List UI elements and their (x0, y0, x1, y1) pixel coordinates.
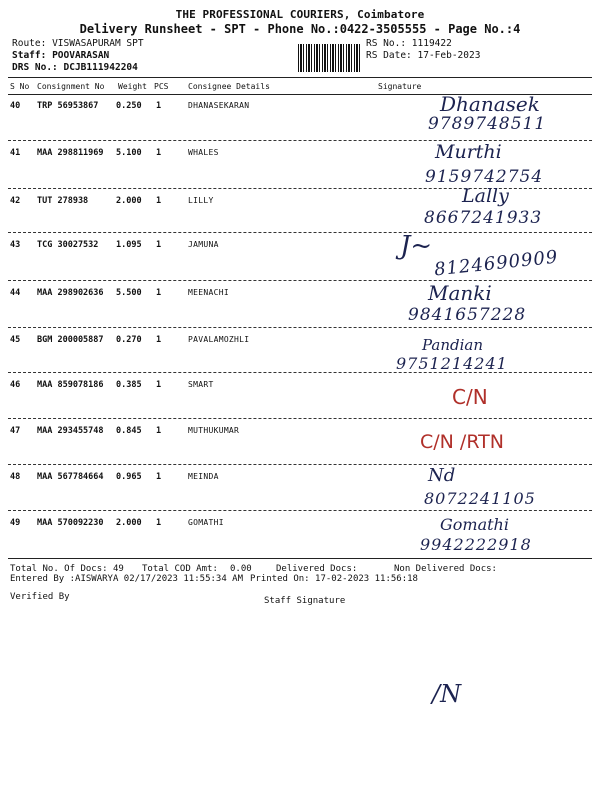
row-weight: 0.845 (116, 426, 142, 436)
total-docs: Total No. Of Docs: 49 (10, 564, 124, 574)
signature-name: J~ (400, 231, 433, 261)
row-weight: 5.100 (116, 148, 142, 158)
total-cod-label: Total COD Amt: (142, 564, 218, 574)
signature-phone: 9751214241 (396, 354, 508, 373)
table-row (0, 185, 600, 236)
row-consignment: MAA 570092230 (37, 518, 104, 528)
row-consignment: TRP 56953867 (37, 101, 99, 111)
row-sno: 41 (10, 148, 21, 158)
row-sno: 45 (10, 335, 21, 345)
rs-date-value: 17-Feb-2023 (417, 50, 481, 61)
row-sno: 40 (10, 101, 21, 111)
row-consignment: MAA 293455748 (37, 426, 104, 436)
verified-by: Verified By (10, 592, 70, 602)
row-consignment: MAA 567784664 (37, 472, 104, 482)
col-consignee: Consignee Details (188, 82, 270, 91)
route-value: VISWASAPURAM SPT (52, 38, 144, 49)
route-line (12, 38, 144, 49)
signature-name: Dhanasek (440, 92, 540, 116)
rs-date-label: RS Date: (366, 50, 412, 61)
table-row (0, 233, 600, 280)
row-weight: 1.095 (116, 240, 142, 250)
row-consignment: MAA 298811969 (37, 148, 104, 158)
col-weight: Weight (118, 82, 147, 91)
row-weight: 0.965 (116, 472, 142, 482)
row-consignment: BGM 200005887 (37, 335, 104, 345)
runsheet-title: Delivery Runsheet - SPT - Phone No.:0422-3505555 - Page No.:4 (79, 22, 521, 36)
signature-name: Lally (462, 185, 509, 207)
row-pcs: 1 (156, 380, 162, 390)
table-row (0, 281, 600, 328)
signature-name: C/N /RTN (420, 431, 504, 453)
row-consignee: SMART (188, 380, 214, 389)
row-consignee: GOMATHI (188, 518, 224, 527)
entered-by: Entered By :AISWARYA 02/17/2023 11:55:34 AM (10, 574, 243, 584)
row-sno: 43 (10, 240, 21, 250)
staff-value: POOVARASAN (52, 50, 110, 61)
row-pcs: 1 (156, 472, 162, 482)
signature-name: Pandian (422, 336, 484, 354)
table-row (0, 328, 600, 375)
row-consignment: TCG 30027532 (37, 240, 99, 250)
staff-line (12, 50, 109, 61)
company-title: THE PROFESSIONAL COURIERS, Coimbatore (175, 8, 425, 21)
delivered-docs: Delivered Docs: (276, 564, 358, 574)
row-consignee: WHALES (188, 148, 219, 157)
drs-line (12, 62, 138, 73)
signature-name: Nd (428, 465, 456, 486)
table-bottom-rule (8, 558, 592, 559)
table-row (0, 465, 600, 512)
row-pcs: 1 (156, 335, 162, 345)
row-pcs: 1 (156, 426, 162, 436)
row-pcs: 1 (156, 196, 162, 206)
signature-phone: 9159742754 (425, 167, 544, 187)
row-pcs: 1 (156, 148, 162, 158)
row-consignment: TUT 278938 (37, 196, 89, 206)
table-row (0, 511, 600, 558)
row-consignee: MUTHUKUMAR (188, 426, 240, 435)
row-consignment: MAA 859078186 (37, 380, 104, 390)
rs-no-line (366, 38, 452, 49)
row-consignee: JAMUNA (188, 240, 219, 249)
row-weight: 2.000 (116, 518, 142, 528)
non-delivered-docs: Non Delivered Docs: (394, 564, 497, 574)
barcode (298, 44, 360, 72)
signature-phone: 8124690909 (433, 246, 560, 281)
signature-phone: 8072241105 (424, 489, 536, 508)
row-consignee: LILLY (188, 196, 214, 205)
row-sno: 47 (10, 426, 21, 436)
signature-name: Manki (428, 281, 492, 305)
col-consignment: Consignment No (37, 82, 105, 91)
staff-label: Staff: (12, 50, 47, 61)
signature-name: Murthi (435, 141, 502, 163)
row-weight: 0.250 (116, 101, 142, 111)
row-pcs: 1 (156, 240, 162, 250)
row-weight: 2.000 (116, 196, 142, 206)
row-sno: 48 (10, 472, 21, 482)
signature-name: C/N (452, 385, 488, 409)
table-row (0, 419, 600, 466)
staff-signature: Staff Signature (264, 596, 346, 606)
header-top-rule (8, 77, 592, 78)
signature-phone: 8667241933 (424, 208, 543, 228)
row-weight: 0.385 (116, 380, 142, 390)
handwritten-mark: /N (432, 680, 462, 708)
col-pcs: PCS (154, 82, 169, 91)
drs-label: DRS No.: (12, 62, 58, 73)
table-row (0, 141, 600, 188)
row-consignee: MEINDA (188, 472, 219, 481)
signature-name: Gomathi (440, 515, 509, 534)
rs-date-line (366, 50, 480, 61)
col-signature: Signature (378, 82, 422, 91)
row-pcs: 1 (156, 518, 162, 528)
col-sno: S No (10, 82, 30, 91)
row-pcs: 1 (156, 101, 162, 111)
row-consignee: PAVALAMOZHLI (188, 335, 250, 344)
row-sno: 46 (10, 380, 21, 390)
row-sno: 42 (10, 196, 21, 206)
table-row (0, 94, 600, 141)
signature-phone: 9789748511 (428, 114, 547, 134)
row-consignment: MAA 298902636 (37, 288, 104, 298)
signature-phone: 9942222918 (420, 535, 532, 554)
row-sno: 49 (10, 518, 21, 528)
signature-phone: 9841657228 (408, 305, 527, 325)
drs-value: DCJB111942204 (63, 62, 138, 73)
table-row (0, 373, 600, 420)
row-weight: 5.500 (116, 288, 142, 298)
rs-no-value: 1119422 (411, 38, 452, 49)
row-consignee: MEENACHI (188, 288, 229, 297)
row-sno: 44 (10, 288, 21, 298)
rs-no-label: RS No.: (366, 38, 407, 49)
route-label: Route: (12, 38, 47, 49)
row-consignee: DHANASEKARAN (188, 101, 250, 110)
row-weight: 0.270 (116, 335, 142, 345)
total-cod-value: 0.00 (230, 564, 252, 574)
row-pcs: 1 (156, 288, 162, 298)
printed-on: Printed On: 17-02-2023 11:56:18 (250, 574, 418, 584)
